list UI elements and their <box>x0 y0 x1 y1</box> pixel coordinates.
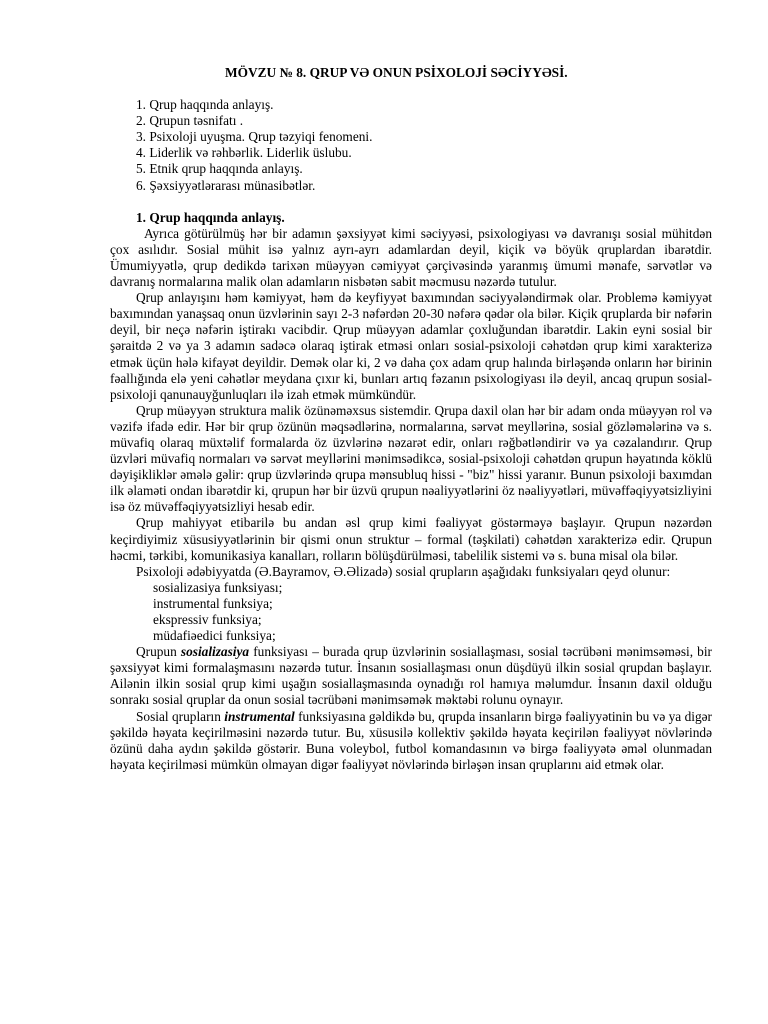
text-span: Qrupun <box>136 644 181 660</box>
topic-item: 2. Qrupun təsnifatı . <box>136 113 244 129</box>
section-heading: 1. Qrup haqqında anlayış. <box>136 209 285 225</box>
paragraph: Qrup mahiyyət etibarilə bu andan əsl qrup kimi fəaliyyət göstərməyə başlayır. Qrupun nəzərdən keçirdiyimiz xüsusiyyətlərinin bir qismi onun struktur – formal (təşkilati) cəhətdən xarakterizə edir. Qrupun həcmi, tərkibi, komunikasiya kanalları, rolların bölüşdürülməsi, tabelilik sistemi və s. buna misal ola bilər. <box>110 515 712 563</box>
paragraph: Qrup müəyyən struktura malik özünəməxsus sistemdir. Qrupa daxil olan hər bir adam onda müəyyən rol və vəzifə ifadə edir. Hər bir qrup özünün məqsədlərinə, normalarına, sərvət meyllərinə, sosial gözləmələrinə və s. müvafiq olaraq müxtəlif formalarda öz üzvlərinə nəzarət edir, onları rəğbətləndirir və ya cəzalandırır. Qrup üzvləri müvafiq normaları və sərvət meyllərini mənimsədikcə, sosial-psixoloji cəhətdən qrupun həyatında köklü dəyişikliklər əmələ gəlir: qrup üzvlərində qrupa mənsubluq hissi - "biz" hissi yaranır. Bunun psixoloji baxımdan ilk əlaməti ondan ibarətdir ki, qrupun hər bir üzvü qrupun nəaliyyətlərini öz nəaliyyətləri, müvəffəqiyyətsizliyini isə öz müvəffəqiyyətsizliyi hesab edir. <box>110 402 712 515</box>
function-item: müdafiəedici funksiya; <box>153 628 276 644</box>
paragraph-socialization <box>110 644 712 708</box>
topic-list <box>110 97 712 194</box>
topic-item: 5. Etnik qrup haqqında anlayış. <box>136 161 303 177</box>
paragraph-instrumental <box>110 709 712 773</box>
text-span: Sosial qrupların <box>136 708 225 724</box>
topic-item: 6. Şəxsiyyətlərarası münasibətlər. <box>136 177 316 193</box>
text-span: funksiyasına gəldikdə bu, qrupda insanların birgə fəaliyyətinin bu və ya digər şəkildə həyata keçirilməsini nəzərdə tutur. Bu, xüsusilə kollektiv şəkildə həyata keçirilən fəaliyyət növlərində özünü daha aydın şəkildə göstərir. Buna voleybol, futbol komandasının və birgə fəaliyyətə əməl olunmadan həyata keçirilməsi mümkün olmayan digər fəaliyyət növlərində birləşən insan qruplarını aid etmək olar. <box>110 708 712 772</box>
function-item: ekspressiv funksiya; <box>153 612 262 627</box>
emphasized-term: instrumental <box>224 708 295 724</box>
document-title: MÖVZU № 8. QRUP VƏ ONUN PSİXOLOJİ SƏCİYYƏSİ. <box>225 65 568 80</box>
paragraph: Psixoloji ədəbiyyatda (Ə.Bayramov, Ə.Əlizadə) sosial qrupların aşağıdakı funksiyaları qeyd olunur: <box>136 563 671 579</box>
emphasized-term: sosializasiya <box>180 644 250 660</box>
topic-item: 3. Psixoloji uyuşma. Qrup təzyiqi fenomeni. <box>136 129 373 145</box>
text-span: funksiyası – burada qrup üzvlərinin sosiallaşması, sosial təcrübəni mənimsəməsi, bir şəxsiyyət kimi formalaşmasını nəzərdə tutur. İnsanın sosiallaşması onun düşdüyü ilkin sosial qrupdan başlayır. Ailənin ilkin sosial qrup kimi uşağın sosiallaşmasında oynadığı rol hamıya məlumdur. İnsanın daxil olduğu sonrakı sosial qruplar da onun sosial təcrübəni mənimsəmək məktəbi rolunu oynayır. <box>110 644 712 708</box>
paragraph: Ayrıca götürülmüş hər bir adamın şəxsiyyət kimi səciyyəsi, psixologiyası və davranışı sosial mühitdən çox asılıdır. Sosial mühit isə yalnız ayrı-ayrı adamlardan deyil, kiçik və böyük qruplardan ibarətdir. Ümumiyyətlə, qrup dedikdə tarixən müəyyən cəmiyyət çərçivəsində yaranmış ümumi mənafe, sərvətlər və davranış normalarına malik olan adamların nisbətən sabit məcmusu nəzərdə tutulur. <box>110 225 712 290</box>
function-item: instrumental funksiya; <box>153 595 273 611</box>
paragraph: Qrup anlayışını həm kəmiyyət, həm də keyfiyyət baxımından səciyyələndirmək olar. Problemə kəmiyyət baxımından yanaşsaq onun üzvlərinin sayı 2-3 nəfərdən 20-30 nəfərə qədər ola bilər. Kiçik qruplarda bir nəfərin deyil, bir neçə nəfərin iştirakı vacibdir. Qrup müəyyən adamlar çoxluğundan ibarətdir. Lakin eyni sosial bir şəraitdə 2 və ya 3 adamın sadəcə olaraq iştirak etməsi onları sosial-psixoloji cəhətdən qrup kimi xarakterizə etmək üçün hələ kifayət deyildir. Demək olar ki, 2 və daha çox adam qrup halında birləşəndə onların hər birinin fəallığında elə yeni cəhətlər meydana çıxır ki, bunları artıq fəzanın psixologiyası ilə deyil, ancaq qrupun sosial-psixoloji qanunauyğunluqları ilə izah etmək mümkündür. <box>110 290 712 402</box>
function-list <box>110 580 712 644</box>
function-item: sosializasiya funksiyası; <box>153 579 283 595</box>
topic-item: 1. Qrup haqqında anlayış. <box>136 97 274 113</box>
topic-item: 4. Liderlik və rəhbərlik. Liderlik üslubu. <box>136 145 352 161</box>
